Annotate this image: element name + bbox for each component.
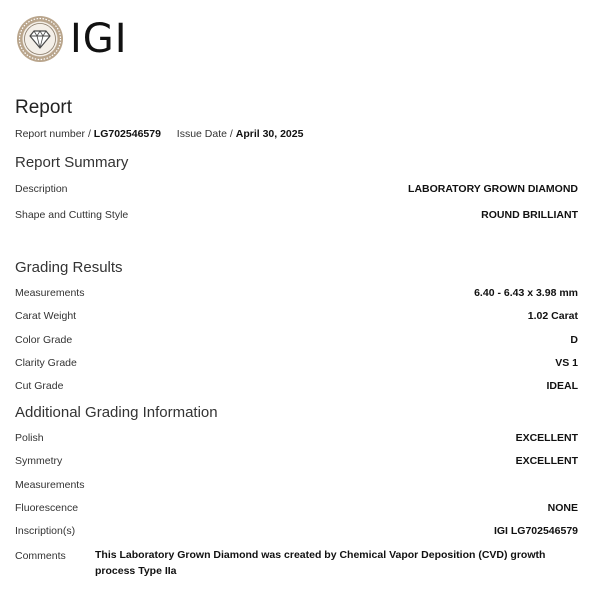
row-label: Cut Grade — [15, 380, 64, 392]
row-label: Fluorescence — [15, 502, 79, 514]
row-label: Measurements — [15, 287, 85, 299]
issue-date: April 30, 2025 — [235, 128, 304, 140]
row-label: Description — [15, 183, 68, 195]
additional-row-measurements — [15, 479, 578, 495]
section-grading-results: Grading Results — [15, 259, 123, 276]
section-additional-grading: Additional Grading Information — [15, 404, 218, 421]
row-label: Polish — [15, 432, 44, 444]
row-value: NONE — [547, 502, 578, 514]
row-value: EXCELLENT — [515, 455, 578, 467]
summary-row-shape — [15, 209, 578, 225]
comments-text: This Laboratory Grown Diamond was created by Chemical Vapor Deposition (CVD) growth process Type IIa — [95, 549, 546, 577]
summary-row-description — [15, 183, 578, 199]
row-value: IDEAL — [546, 380, 578, 392]
additional-row-polish — [15, 432, 578, 448]
row-label: Symmetry — [15, 455, 63, 467]
additional-row-symmetry — [15, 455, 578, 471]
igi-logo — [16, 14, 128, 64]
row-label: Shape and Cutting Style — [15, 209, 129, 221]
row-label: Carat Weight — [15, 310, 77, 322]
grading-row-cut — [15, 380, 578, 396]
row-value: D — [570, 334, 578, 346]
brand-name: IGI — [70, 16, 128, 62]
additional-row-inscription — [15, 525, 578, 541]
row-value: 1.02 Carat — [527, 310, 578, 322]
additional-row-fluorescence — [15, 502, 578, 518]
section-report-summary: Report Summary — [15, 154, 129, 171]
row-value: ROUND BRILLIANT — [481, 209, 578, 221]
grading-row-color — [15, 334, 578, 350]
report-number-label: Report number / — [15, 128, 91, 140]
row-label: Inscription(s) — [15, 525, 76, 537]
row-label: Color Grade — [15, 334, 73, 346]
row-value: 6.40 - 6.43 x 3.98 mm — [474, 287, 578, 299]
report-title: Report — [15, 97, 73, 118]
row-value: EXCELLENT — [515, 432, 578, 444]
report-meta — [15, 128, 303, 140]
row-label: Clarity Grade — [15, 357, 77, 369]
row-value: LABORATORY GROWN DIAMOND — [408, 183, 578, 195]
row-value: VS 1 — [555, 357, 578, 369]
row-label: Measurements — [15, 479, 85, 491]
grading-row-carat — [15, 310, 578, 326]
grading-row-clarity — [15, 357, 578, 373]
grading-row-measurements — [15, 287, 578, 303]
report-number: LG702546579 — [93, 128, 161, 140]
comments-label: Comments — [15, 550, 66, 562]
row-value: IGI LG702546579 — [493, 525, 578, 537]
igi-seal-icon — [16, 15, 64, 63]
issue-date-label: Issue Date / — [176, 128, 233, 140]
